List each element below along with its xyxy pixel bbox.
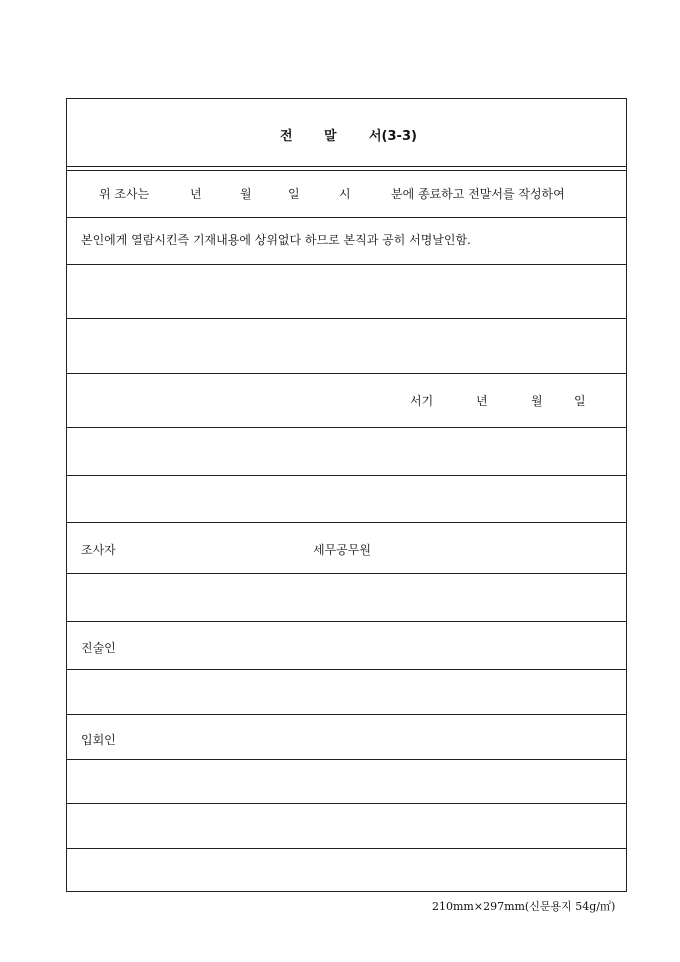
title-char-3: 서(3-3)	[369, 129, 417, 144]
deposition-form	[66, 98, 627, 892]
blank-row-6	[67, 670, 626, 715]
title-char-1: 전	[280, 129, 293, 144]
date-prefix: 서기	[410, 394, 434, 408]
blank-row-2	[67, 319, 626, 374]
investigator-row	[67, 523, 626, 574]
blank-row-3	[67, 428, 626, 476]
statement-day: 일	[288, 187, 300, 201]
date-month: 월	[531, 394, 543, 408]
statement-month: 월	[240, 187, 252, 201]
witness-label: 입회인	[81, 733, 116, 747]
blank-row-8	[67, 804, 626, 849]
investigator-title: 세무공무원	[313, 543, 371, 557]
date-row	[67, 374, 626, 428]
statement-row-2	[67, 218, 626, 265]
blank-row-4	[67, 476, 626, 523]
title-row	[67, 99, 626, 169]
title-char-2: 말	[324, 129, 337, 144]
investigator-label: 조사자	[81, 543, 116, 557]
statement-person-row	[67, 622, 626, 670]
date-year: 년	[476, 394, 488, 408]
title-divider-top	[67, 166, 626, 167]
statement-row-1	[67, 171, 626, 218]
blank-row-9	[67, 849, 626, 891]
blank-row-5	[67, 574, 626, 622]
statement-person-label: 진술인	[81, 641, 116, 655]
statement-prefix: 위 조사는	[99, 187, 150, 201]
blank-row-7	[67, 760, 626, 804]
blank-row-1	[67, 265, 626, 319]
statement-line-2: 본인에게 열람시킨즉 기재내용에 상위없다 하므로 본직과 공히 서명날인함.	[81, 233, 471, 247]
witness-row	[67, 715, 626, 760]
paper-spec-footer: 210mm×297mm(신문용지 54g/㎡)	[432, 900, 616, 913]
statement-suffix: 분에 종료하고 전말서를 작성하여	[391, 187, 565, 201]
statement-hour: 시	[339, 187, 351, 201]
statement-year: 년	[190, 187, 202, 201]
date-day: 일	[574, 394, 586, 408]
